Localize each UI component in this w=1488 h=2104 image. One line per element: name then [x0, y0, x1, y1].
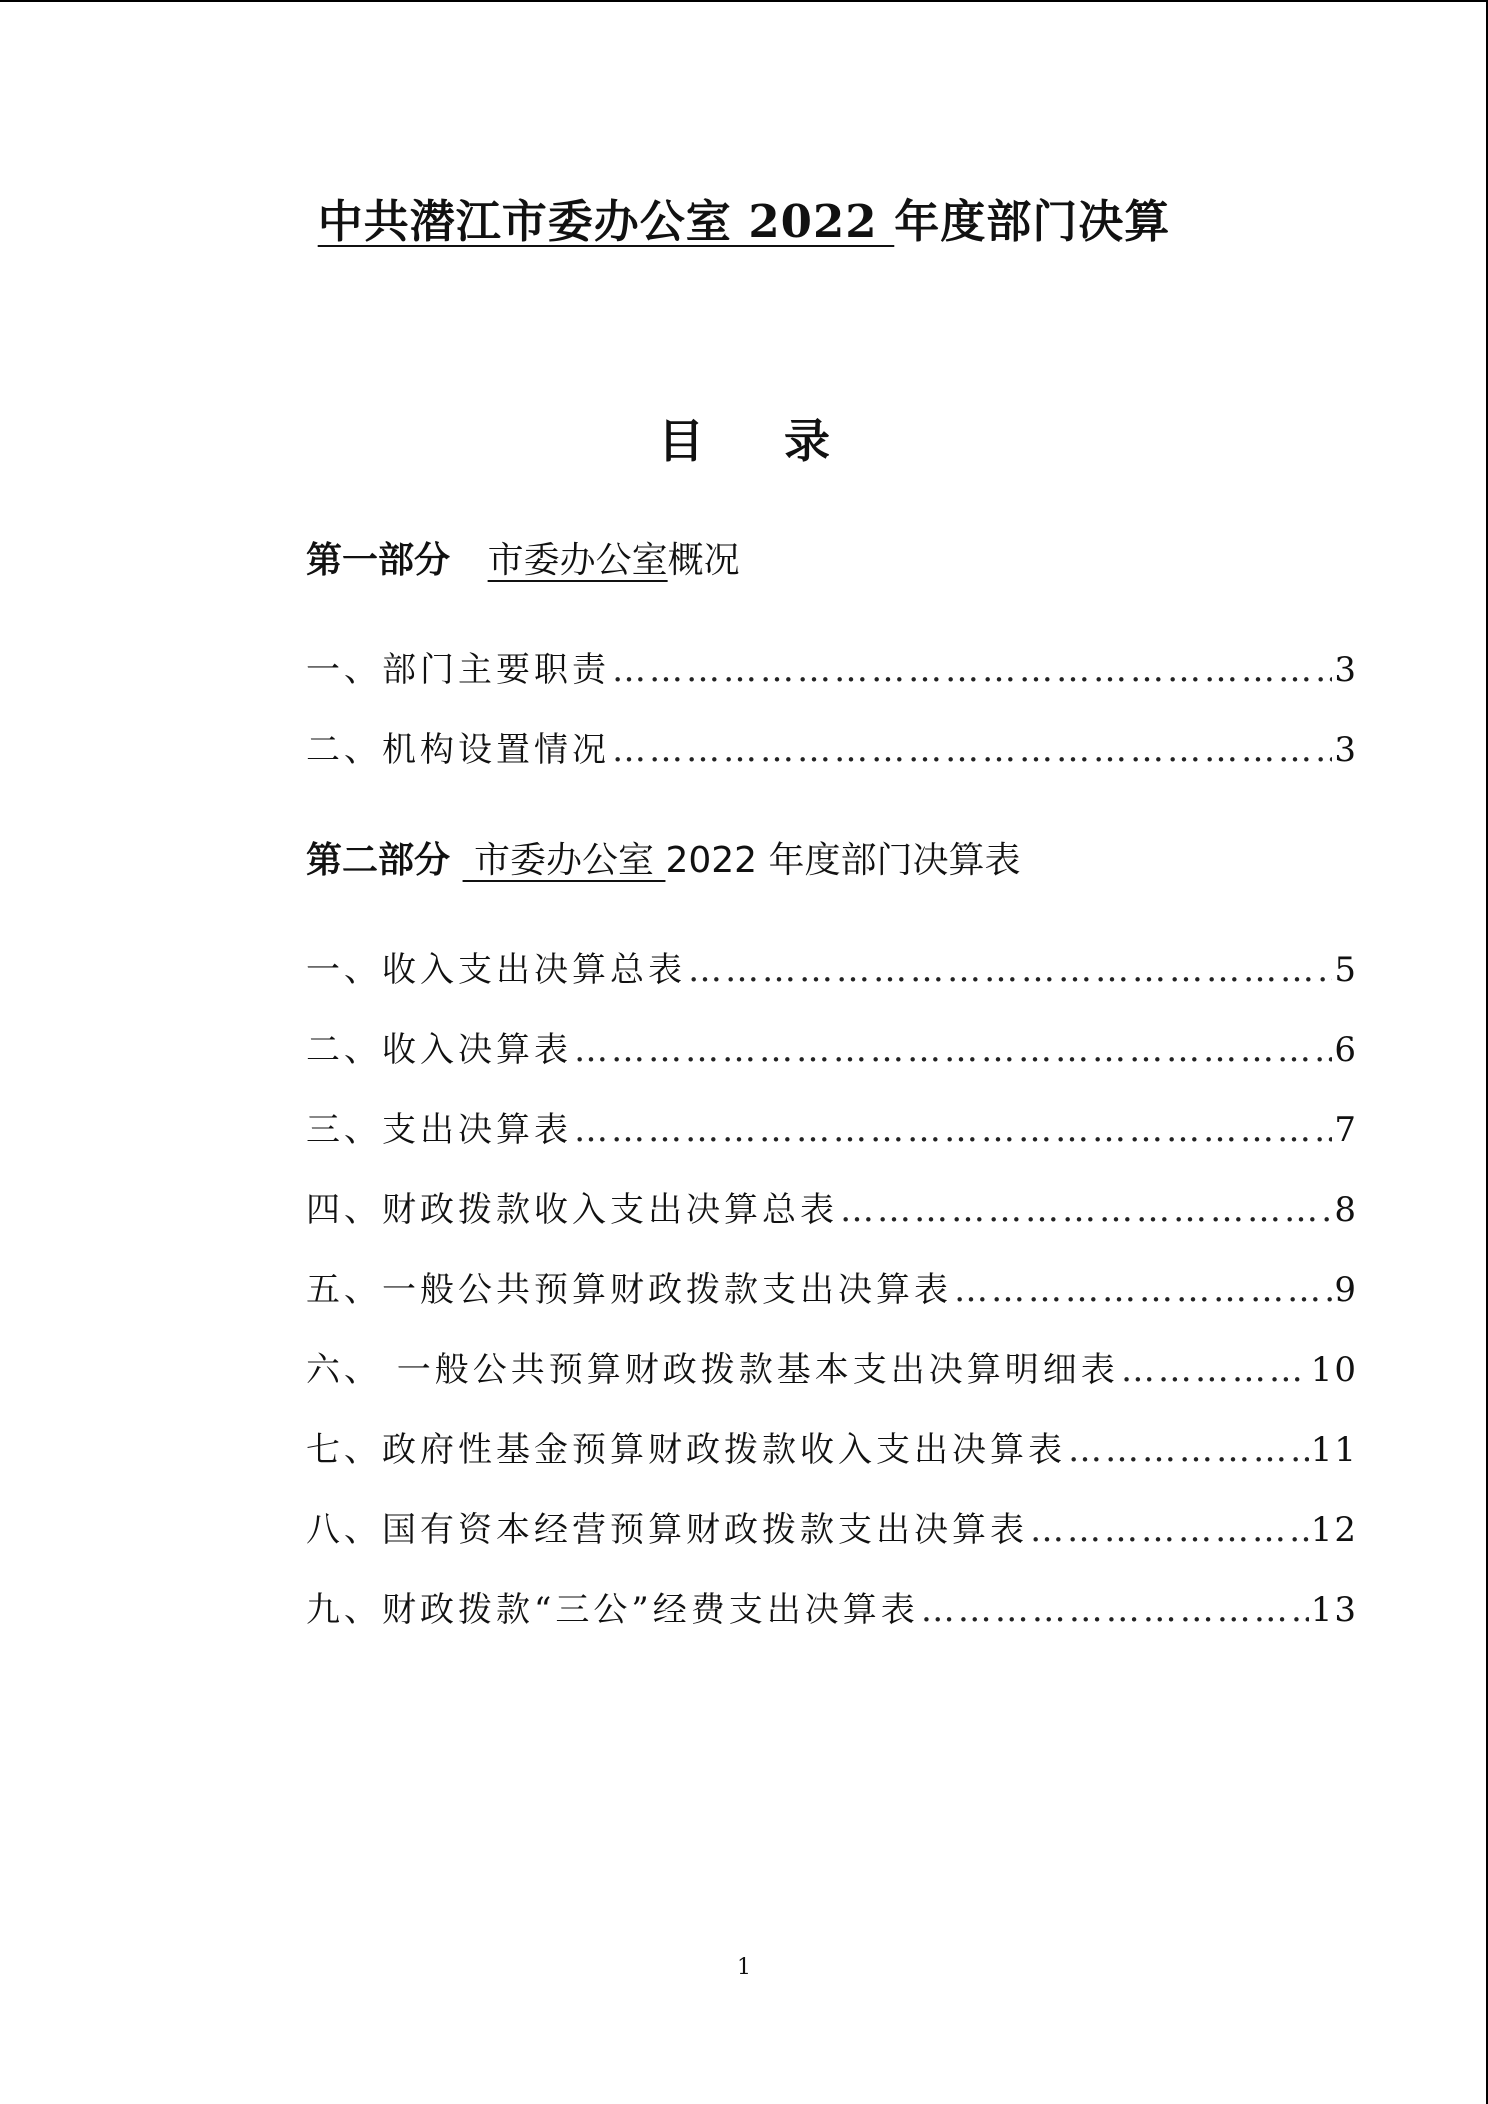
toc-entry-page: 7 — [1334, 1110, 1358, 1150]
toc-entry-page: 12 — [1310, 1510, 1358, 1550]
page-number: 1 — [737, 1955, 751, 1980]
page-border-top — [0, 0, 1488, 2]
toc-entry-page: 9 — [1334, 1270, 1358, 1310]
toc-entry[interactable] — [306, 942, 1358, 990]
toc-entry[interactable] — [306, 722, 1358, 770]
toc-entry-label: 一、收入支出决算总表 — [306, 950, 686, 990]
toc-entry[interactable] — [306, 1422, 1358, 1470]
toc-leader-dots — [688, 950, 1332, 990]
toc-leader-dots — [1030, 1510, 1309, 1550]
toc-entry[interactable] — [306, 1102, 1358, 1150]
document-title — [0, 185, 1488, 250]
toc-entry-label: 一、部门主要职责 — [306, 650, 610, 690]
toc-entry-page: 6 — [1334, 1030, 1358, 1070]
toc-entry[interactable] — [306, 1342, 1358, 1390]
toc-entry[interactable] — [306, 1582, 1358, 1630]
toc-leader-dots — [1121, 1350, 1309, 1390]
toc-entry-label: 七、政府性基金预算财政拨款收入支出决算表 — [306, 1430, 1066, 1470]
toc-entry-label: 五、一般公共预算财政拨款支出决算表 — [306, 1270, 952, 1310]
part2-underlined: 市委办公室 — [462, 840, 666, 881]
toc-leader-dots — [574, 1030, 1332, 1070]
part1-underlined: 市委办公室 — [487, 540, 668, 581]
toc-entry[interactable] — [306, 1022, 1358, 1070]
toc-entry-page: 8 — [1334, 1190, 1358, 1230]
toc-entry[interactable] — [306, 1182, 1358, 1230]
toc-entry-label: 二、机构设置情况 — [306, 730, 610, 770]
toc-leader-dots — [954, 1270, 1332, 1310]
toc-leader-dots — [840, 1190, 1332, 1230]
part2-heading — [306, 832, 1021, 883]
toc-entry-label: 四、财政拨款收入支出决算总表 — [306, 1190, 838, 1230]
toc-entry-page: 10 — [1310, 1350, 1358, 1390]
part1-heading — [306, 532, 740, 583]
toc-entry[interactable] — [306, 642, 1358, 690]
toc-leader-dots — [574, 1110, 1332, 1150]
toc-leader-dots — [921, 1590, 1309, 1630]
part1-prefix: 第一部分 — [306, 540, 451, 581]
part1-suffix: 概况 — [667, 540, 740, 581]
toc-entry-page: 5 — [1334, 950, 1358, 990]
toc-entry-page: 11 — [1310, 1430, 1358, 1470]
part2-prefix: 第二部分 — [306, 840, 451, 881]
toc-entry-label: 八、国有资本经营预算财政拨款支出决算表 — [306, 1510, 1028, 1550]
toc-entry-label: 九、财政拨款“三公”经费支出决算表 — [306, 1590, 919, 1630]
toc-entry[interactable] — [306, 1262, 1358, 1310]
part2-suffix: 2022 年度部门决算表 — [665, 840, 1021, 881]
document-title-underlined: 中共潜江市委办公室 2022 — [317, 195, 895, 248]
toc-entry-page: 13 — [1310, 1590, 1358, 1630]
toc-leader-dots — [612, 650, 1332, 690]
toc-entry-page: 3 — [1334, 650, 1358, 690]
toc-entry-label: 二、收入决算表 — [306, 1030, 572, 1070]
toc-entry-page: 3 — [1334, 730, 1358, 770]
toc-entry[interactable] — [306, 1502, 1358, 1550]
toc-entry-label: 六、 一般公共预算财政拨款基本支出决算明细表 — [306, 1350, 1119, 1390]
toc-leader-dots — [1068, 1430, 1309, 1470]
toc-entry-label: 三、支出决算表 — [306, 1110, 572, 1150]
toc-leader-dots — [612, 730, 1332, 770]
document-title-rest: 年度部门决算 — [894, 195, 1171, 248]
toc-heading: 目录 — [658, 414, 910, 468]
